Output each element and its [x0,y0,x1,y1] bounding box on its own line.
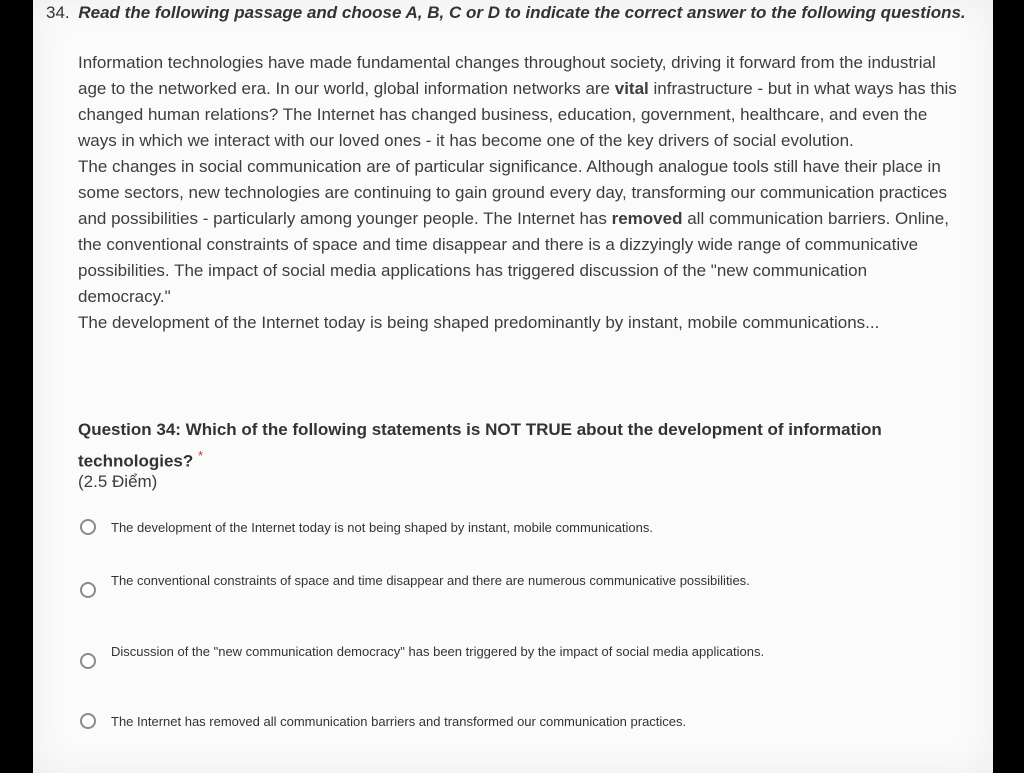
reading-passage [78,50,958,336]
question-header [46,0,981,26]
answer-option-3[interactable] [80,641,880,669]
passage-text: infrastructure - but in what ways has this changed human relations? The Internet has changed business, education, government, healthcare, and even the ways in which we interact with our loved ones - it has become one of the key drivers of social evolution. [78,79,957,150]
passage-paragraph-3: The development of the Internet today is being shaped predominantly by instant, mobile communications... [78,313,880,332]
passage-paragraph-1 [78,50,958,154]
passage-paragraph-2 [78,154,958,310]
answer-option-1[interactable] [80,517,880,538]
passage-text: The changes in social communication are of particular significance. Although analogue tools still have their place in some sectors, new technologies are continuing to gain ground every day, transforming our communication practices and possibilities - particularly among younger people. The Internet has [78,157,948,228]
question-prompt [78,417,958,475]
radio-button-icon[interactable] [80,519,96,535]
answer-option-label: The conventional constraints of space and time disappear and there are numerous communicative possibilities. [111,573,750,588]
question-number: 34. [46,3,70,22]
passage-bold-word: vital [614,79,649,98]
passage-text: all communication barriers. Online, the conventional constraints of space and time disappear and there is a dizzyingly wide range of communicative possibilities. The impact of social media applications has triggered discussion of the "new communication democracy." [78,209,949,306]
radio-button-icon[interactable] [80,653,96,669]
question-text: Question 34: Which of the following statements is NOT TRUE about the development of information technologies? [78,420,882,471]
answer-option-label: Discussion of the "new communication democracy" has been triggered by the impact of social media applications. [111,644,765,659]
answer-option-label: The Internet has removed all communication barriers and transformed our communication practices. [111,714,687,729]
radio-button-icon[interactable] [80,582,96,598]
passage-bold-word: removed [611,209,683,228]
passage-text: Information technologies have made fundamental changes throughout society, driving it forward from the industrial age to the networked era. In our world, global information networks are [78,53,936,98]
answer-option-label: The development of the Internet today is not being shaped by instant, mobile communications. [111,520,653,535]
question-points: (2.5 Điểm) [78,472,158,491]
required-mark: * [197,448,204,463]
radio-button-icon[interactable] [80,713,96,729]
instruction-text: Read the following passage and choose A, B, C or D to indicate the correct answer to the following questions. [78,3,966,22]
answer-option-4[interactable] [80,711,880,732]
answer-option-2[interactable] [80,570,880,598]
